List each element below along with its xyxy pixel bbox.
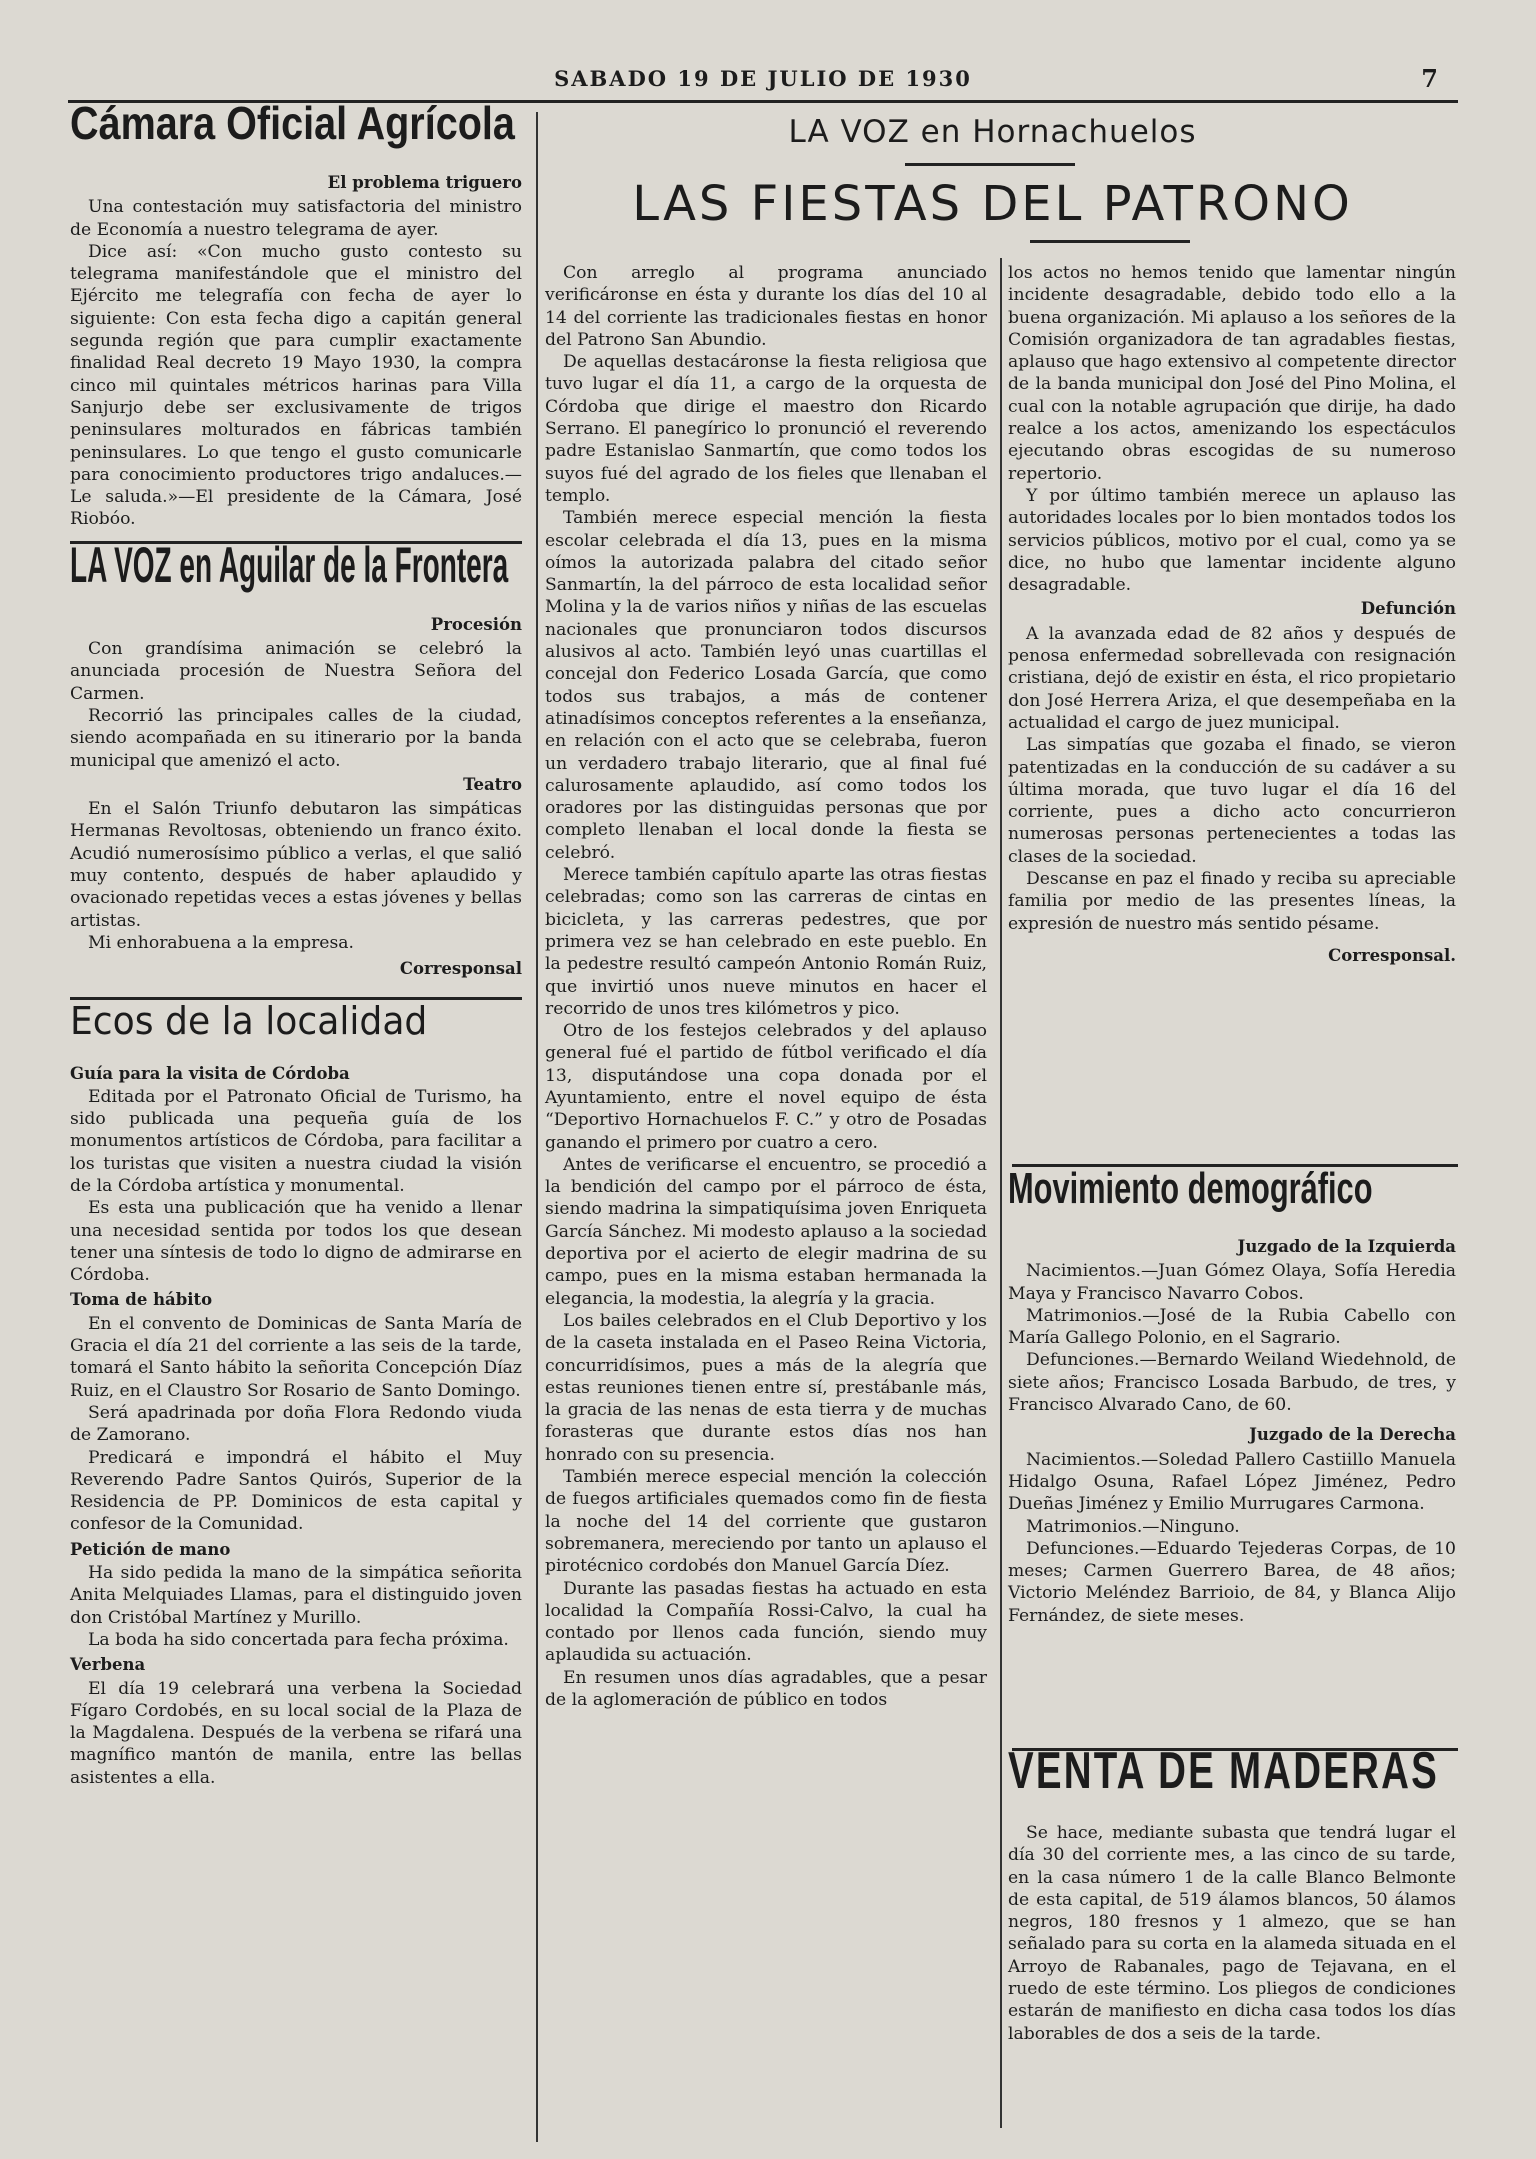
hornachuelos-headline: LAS FIESTAS DEL PATRONO: [632, 176, 1353, 232]
hornachuelos-paragraph: Los bailes celebrados en el Club Deportivo y los de la caseta instalada en el Paseo Reina Victoria, concurridísimos, pues a más de la alegría que estas reuniones tienen entre sí, prestábanle más, la gracia de las nenas de esta tierra y de muchas forasteras que durante estos días nos han honrado con su presencia.: [545, 1310, 987, 1465]
ecos-paragraph: Editada por el Patronato Oficial de Turismo, ha sido publicada una pequeña guía de los monumentos artísticos de Córdoba, para facilitar a los turistas que visiten a nuestra ciudad la visión de la Córdoba artística y monumental.: [70, 1086, 522, 1196]
ecos-paragraph: El día 19 celebrará una verbena la Sociedad Fígaro Cordobés, en su local social de la Plaza de la Magdalena. Después de la verbena se rifará una magnífico mantón de manila, entre las bellas asistentes a ella.: [70, 1678, 522, 1788]
movimiento-entry: Nacimientos.—Juan Gómez Olaya, Sofía Heredia Maya y Francisco Navarro Cobos.: [1008, 1261, 1456, 1304]
hornachuelos-paragraph: Merece también capítulo aparte las otras fiestas celebradas; como son las carreras de cintas en bicicleta, y las carreras pedestres, que por primera vez se han celebrado en este pueblo. En la pedestre resultó campeón Antonio Román Ruiz, que invirtió unos nueve minutos en hacer el recorrido de unos tres kilómetros y pico.: [545, 865, 987, 1019]
hornachuelos-signature: Corresponsal.: [1328, 945, 1456, 965]
camara-title: Cámara Oficial Agrícola: [70, 97, 515, 149]
ecos-paragraph: Será apadrinada por doña Flora Redondo viuda de Zamorano.: [70, 1402, 522, 1446]
hornachuelos-paragraph: También merece especial mención la fiesta escolar celebrada el día 13, pues en la misma oímos la autorizada palabra del citado señor Sanmartín, la del párroco de esta localidad señor Molina y la de varios niños y niñas de las escuelas nacionales que pronunciaron todos discursos alusivos al acto. También leyó unas cuartillas el concejal don Federico Losada García, que como todos sus trabajos, a más de contener atinadísimos conceptos referentes a la enseñanza, en relación con el acto que se celebraba, fueron un verdadero trabajo literario, que al final fué calurosamente aplaudido, así como todos los oradores por las distinguidas personas que por completo llenaban el local donde la fiesta se celebró.: [545, 508, 987, 863]
ecos-paragraph: Ha sido pedida la mano de la simpática señorita Anita Melquiades Llamas, para el distinguido joven don Cristóbal Martínez y Murillo.: [70, 1563, 522, 1628]
hornachuelos-column-1: [545, 262, 987, 1711]
aguilar-signature: Corresponsal: [399, 959, 522, 979]
ecos-verbena-head: Verbena: [70, 1655, 146, 1675]
movimiento-title: Movimiento demográfico: [1008, 1164, 1373, 1213]
hornachuelos-kicker: LA VOZ en Hornachuelos: [788, 114, 1197, 150]
venta-paragraph: Se hace, mediante subasta que tendrá lugar el día 30 del corriente mes, a las cinco de su tarde, en la casa número 1 de la calle Blanco Belmonte de esta capital, de 519 álamos blancos, 50 álamos negros, 180 fresnos y 1 almezo, que se han señalado para su corta en la alameda situada en el Arroyo de Rabanales, pago de Tejavana, en el ruedo de este término. Los pliegos de condiciones estarán de manifiesto en dicha casa todos los días laborables de dos a seis de la tarde.: [1008, 1823, 1456, 2044]
aguilar-paragraph: En el Salón Triunfo debutaron las simpáticas Hermanas Revoltosas, obteniendo un franco éxito. Acudió numerosísimo público a verlas, el que salió muy contento, después de haber aplaudido y ovacionado repetidas veces a estas jóvenes y bellas artistas.: [70, 799, 522, 931]
movimiento-entry: Defunciones.—Eduardo Tejederas Corpas, de 10 meses; Carmen Guerrero Barea, de 48 años; Victorio Meléndez Barrioio, de 84, y Blanca Alijo Fernández, de siete meses.: [1008, 1538, 1456, 1626]
kicker-underline: [905, 163, 1075, 166]
left-column: [70, 97, 522, 1789]
camara-subtitle: El problema triguero: [327, 173, 522, 192]
aguilar-paragraph: Recorrió las principales calles de la ciudad, siendo acompañada en su itinerario por la banda municipal que amenizó el acto.: [70, 705, 522, 771]
aguilar-paragraph: Con grandísima animación se celebró la anunciada procesión de Nuestra Señora del Carmen.: [70, 639, 522, 704]
movimiento-entry: Matrimonios.—Ninguno.: [1026, 1516, 1240, 1537]
aguilar-section-procesion: Procesión: [430, 614, 522, 634]
hornachuelos-paragraph: De aquellas destacáronse la fiesta religiosa que tuvo lugar el día 11, a cargo de la orquesta de Córdoba que dirige el maestro don Ricardo Serrano. El panegírico lo pronunció el reverendo padre Estanislao Sanmartín, que como todos los suyos fué del agrado de los fieles que llenaban el templo.: [545, 352, 987, 506]
movimiento-entry: Defunciones.—Bernardo Weiland Wiedehnold, de siete años; Francisco Losada Barbudo, de tres, y Francisco Alvarado Cano, de 60.: [1008, 1350, 1456, 1416]
column-rule-1: [536, 112, 538, 2142]
hornachuelos-paragraph: También merece especial mención la colección de fuegos artificiales quemados como fin de fiesta la noche del 14 del corriente que gustaron sobremanera, mereciendo por tanto un aplauso el pirotécnico cordobés don Manuel García Díez.: [545, 1467, 987, 1577]
movimiento-der-head: Juzgado de la Derecha: [1249, 1425, 1456, 1445]
ecos-guia-head: Guía para la visita de Córdoba: [70, 1063, 350, 1083]
header-date: SABADO 19 DE JULIO DE 1930: [554, 66, 972, 91]
headline-underline: [1030, 240, 1190, 243]
defuncion-head: Defunción: [1360, 599, 1456, 619]
venta-title: VENTA DE MADERAS: [1008, 1742, 1440, 1800]
column-rule-2: [1000, 258, 1002, 2128]
ecos-habito-head: Toma de hábito: [70, 1290, 213, 1310]
movimiento-izq-head: Juzgado de la Izquierda: [1237, 1237, 1456, 1256]
defuncion-paragraph: Descanse en paz el finado y reciba su apreciable familia por medio de las presentes líneas, la expresión de nuestro más sentido pésame.: [1008, 869, 1456, 934]
ecos-paragraph: En el convento de Dominicas de Santa María de Gracia el día 21 del corriente a las seis de la tarde, tomará el Santo hábito la señorita Concepción Díaz Ruiz, en el Claustro Sor Rosario de Santo Domingo.: [70, 1313, 522, 1401]
ecos-peticion-head: Petición de mano: [70, 1539, 231, 1559]
aguilar-title: LA VOZ en Aguilar de la Frontera: [70, 536, 509, 593]
aguilar-section-teatro: Teatro: [463, 774, 522, 794]
aguilar-article: [70, 536, 522, 981]
ecos-paragraph: Es esta una publicación que ha venido a llenar una necesidad sentida por todos los que desean tener una síntesis de todo lo digno de admirarse en Córdoba.: [70, 1198, 522, 1286]
hornachuelos-paragraph: Con arreglo al programa anunciado verificáronse en ésta y durante los días del 10 al 14 del corriente las tradicionales fiestas en honor del Patrono San Abundio.: [545, 263, 987, 350]
hornachuelos-paragraph: Otro de los festejos celebrados y del aplauso general fué el partido de fútbol verificado el día 13, disputándose una copa donada por el Ayuntamiento, entre el novel equipo de ésta “Deportivo Hornachuelos F. C.” y otro de Posadas ganando el primero por cuatro a cero.: [545, 1021, 987, 1153]
hornachuelos-paragraph: Antes de verificarse el encuentro, se procedió a la bendición del campo por el párroco de ésta, siendo madrina la simpatiquísima joven Enriqueta García Sánchez. Mi modesto aplauso a la sociedad deportiva por el acierto de elegir madrina de su campo, pues en la misma estaban hermanada la elegancia, la modestia, la alegría y la gracia.: [545, 1154, 987, 1309]
hornachuelos-paragraph: En resumen unos días agradables, que a pesar de la aglomeración de público en todos: [545, 1667, 987, 1710]
page-header: [68, 62, 1458, 102]
movimiento-entry: Matrimonios.—José de la Rubia Cabello con María Gallego Polonio, en el Sagrario.: [1008, 1305, 1456, 1349]
camara-paragraph: Dice así: «Con mucho gusto contesto su telegrama manifestándole que el ministro del Ejército me telegrafía con fecha de ayer lo siguiente: Con esta fecha digo a capitán general segunda región que para cumplir exactamente finalidad Real decreto 19 Mayo 1930, la compra cinco mil quintales métricos harinas para Villa Sanjurjo debe ser exclusivamente de trigos peninsulares molturados en fábricas también peninsulares. Lo que tengo el gusto comunicarle para conocimiento productores trigo andaluces.—Le saluda.»—El presidente de la Cámara, José Riobóo.: [70, 241, 522, 530]
venta-article: [1008, 1742, 1456, 2045]
hornachuelos-paragraph: Durante las pasadas fiestas ha actuado en esta localidad la Compañía Rossi-Calvo, la cual ha contado por llenos cada función, siendo muy aplaudida su actuación.: [545, 1578, 987, 1666]
ecos-paragraph: La boda ha sido concertada para fecha próxima.: [88, 1629, 509, 1650]
movimiento-entry: Nacimientos.—Soledad Pallero Castiillo Manuela Hidalgo Osuna, Rafael López Jiménez, Pedro Dueñas Jiménez y Emilio Murrugares Carmona.: [1008, 1449, 1456, 1515]
hornachuelos-paragraph: Y por último también merece un aplauso las autoridades locales por lo bien montados todos los servicios públicos, motivo por el cual, como ya se dice, no hubo que lamentar incidente alguno desagradable.: [1008, 485, 1456, 596]
defuncion-paragraph: Las simpatías que gozaba el finado, se vieron patentizadas en la conducción de su cadáver a su última morada, que tuvo lugar el día 16 del corriente, pues a dicho acto concurrieron numerosas personas pertenecientes a todas las clases de la sociedad.: [1008, 735, 1456, 867]
camara-article: [70, 97, 522, 531]
ecos-paragraph: Predicará e impondrá el hábito el Muy Reverendo Padre Santos Quirós, Superior de la Residencia de PP. Dominicos de esta capital y confesor de la Comunidad.: [70, 1447, 522, 1535]
ecos-article: [70, 998, 522, 1790]
page-number: 7: [1421, 64, 1438, 93]
movimiento-article: [1008, 1164, 1456, 1627]
defuncion-paragraph: A la avanzada edad de 82 años y después de penosa enfermedad sobrellevada con resignación cristiana, dejó de existir en ésta, el rico propietario don José Herrera Ariza, el que desempeñaba en la actualidad el cargo de juez municipal.: [1008, 623, 1456, 733]
hornachuelos-paragraph: los actos no hemos tenido que lamentar ningún incidente desagradable, debido todo ello a la buena organización. Mi aplauso a los señores de la Comisión organizadora de tan agradables fiestas, aplauso que hago extensivo al competente director de la banda municipal don José del Pino Molina, el cual con la notable agrupación que dirije, ha dado realce a los actos, amenizando los espectáculos ejecutando obras escogidas de su numeroso repertorio.: [1008, 263, 1456, 484]
hornachuelos-column-2: [1008, 262, 1456, 967]
aguilar-paragraph: Mi enhorabuena a la empresa.: [88, 932, 355, 953]
camara-paragraph: Una contestación muy satisfactoria del ministro de Economía a nuestro telegrama de ayer.: [70, 197, 522, 240]
ecos-title: Ecos de la localidad: [70, 998, 428, 1043]
